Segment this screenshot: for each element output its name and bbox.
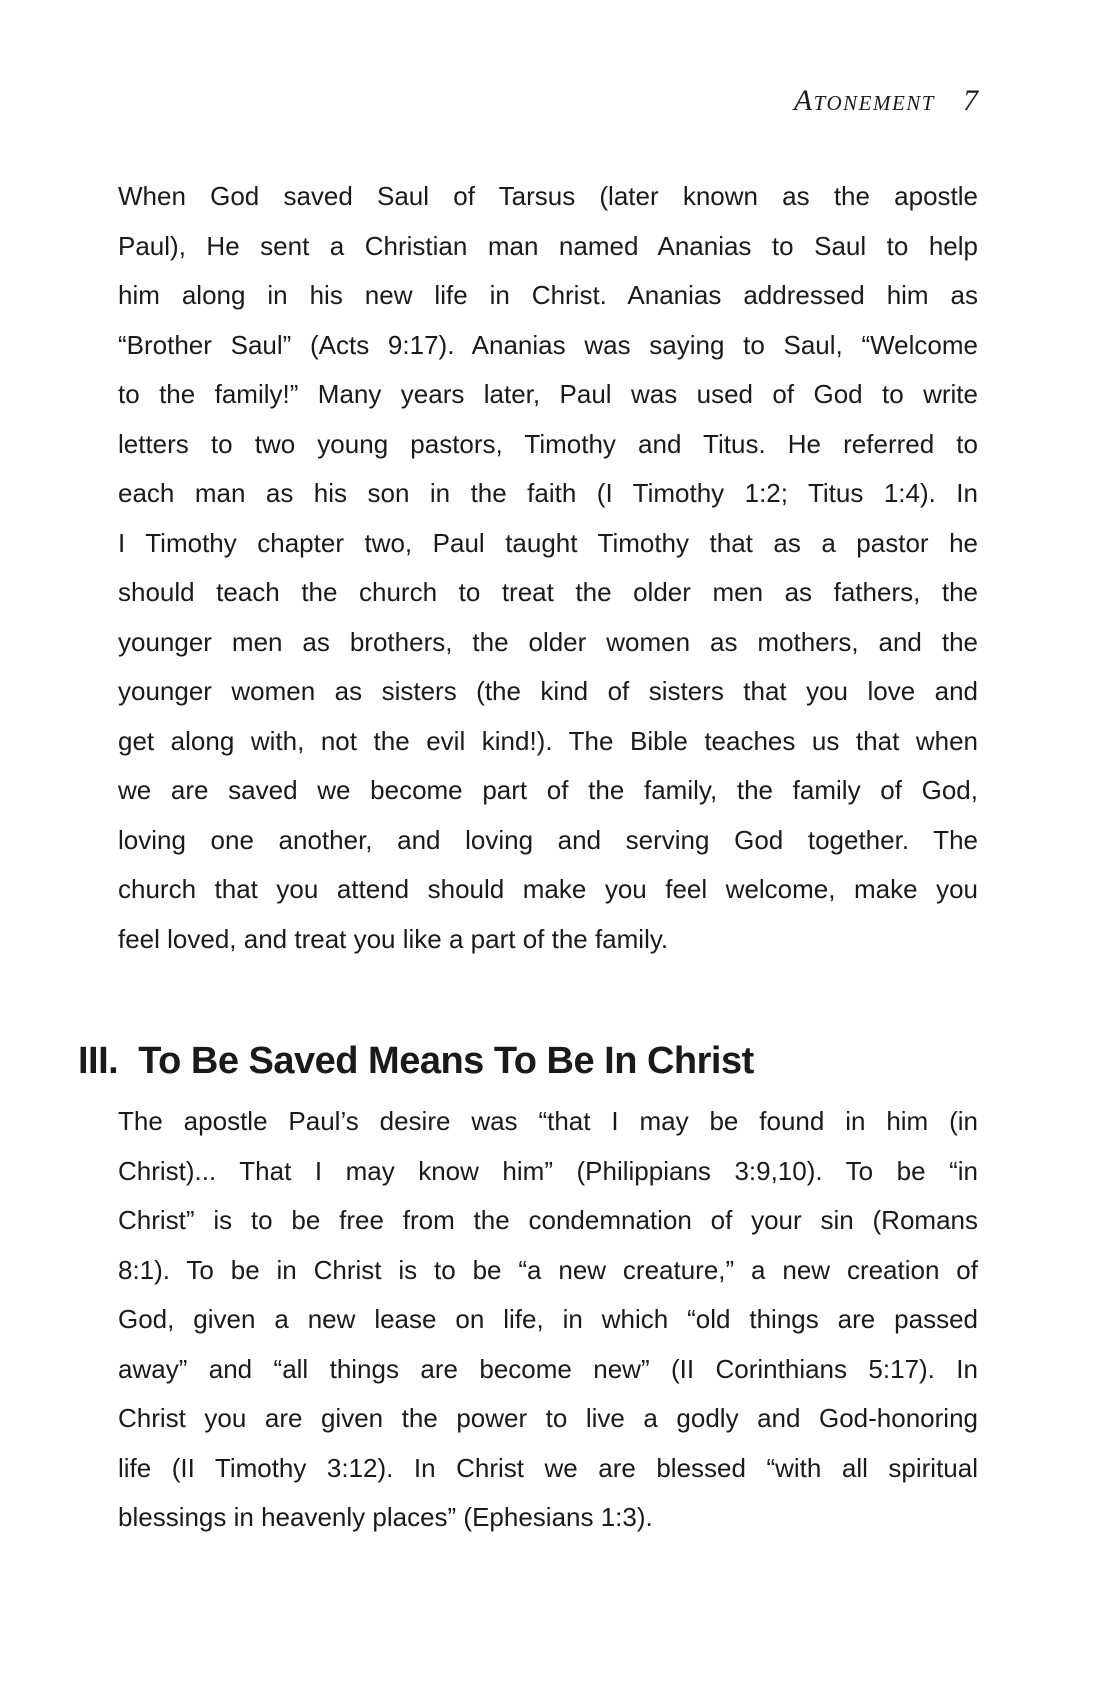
text-line: him along in his new life in Christ. Ananias addressed him as: [118, 280, 978, 310]
text-line: Christ)... That I may know him” (Philippians 3:9,10). To be “in: [118, 1155, 978, 1186]
text-line: to the family!” Many years later, Paul was used of God to write: [118, 379, 978, 409]
text-line: younger men as brothers, the older women as mothers, and the: [118, 626, 978, 657]
text-line: each man as his son in the faith (I Timothy 1:2; Titus 1:4). In: [118, 478, 978, 508]
text-line: Christ” is to be free from the condemnation of your sin (Romans: [118, 1205, 978, 1235]
text-line: loving one another, and loving and serving God together. The: [118, 824, 978, 855]
page-number: 7: [963, 84, 978, 117]
paragraph-in-christ: [118, 1097, 978, 1543]
text-line: younger women as sisters (the kind of sisters that you love and: [118, 676, 978, 706]
text-line: God, given a new lease on life, in which “old things are passed: [118, 1304, 978, 1334]
text-line: we are saved we become part of the family, the family of God,: [118, 775, 978, 805]
text-line: When God saved Saul of Tarsus (later known as the apostle: [118, 181, 978, 211]
text-line: 8:1). To be in Christ is to be “a new creature,” a new creation of: [118, 1254, 978, 1285]
page-header: [118, 84, 978, 118]
text-line: get along with, not the evil kind!). The Bible teaches us that when: [118, 725, 978, 756]
text-line: church that you attend should make you feel welcome, make you: [118, 874, 978, 904]
text-line: feel loved, and treat you like a part of the family.: [118, 923, 669, 954]
text-line: blessings in heavenly places” (Ephesians 1:3).: [118, 1502, 653, 1532]
running-header-title: Atonement: [793, 84, 935, 117]
text-line: The apostle Paul’s desire was “that I may be found in him (in: [118, 1106, 978, 1136]
text-line: away” and “all things are become new” (II Corinthians 5:17). In: [118, 1353, 978, 1384]
text-line: life (II Timothy 3:12). In Christ we are blessed “with all spiritual: [118, 1452, 978, 1483]
section-heading-title: To Be Saved Means To Be In Christ: [138, 1040, 754, 1082]
text-line: Christ you are given the power to live a godly and God-honoring: [118, 1403, 978, 1433]
text-line: Paul), He sent a Christian man named Ananias to Saul to help: [118, 230, 978, 261]
section-heading-number: III.: [78, 1040, 119, 1082]
section-heading: [78, 1040, 1058, 1083]
text-line: “Brother Saul” (Acts 9:17). Ananias was saying to Saul, “Welcome: [118, 329, 978, 360]
text-line: should teach the church to treat the older men as fathers, the: [118, 577, 978, 607]
text-line: letters to two young pastors, Timothy and Titus. He referred to: [118, 428, 978, 459]
paragraph-family-of-god: [118, 172, 978, 964]
text-line: I Timothy chapter two, Paul taught Timothy that as a pastor he: [118, 527, 978, 558]
